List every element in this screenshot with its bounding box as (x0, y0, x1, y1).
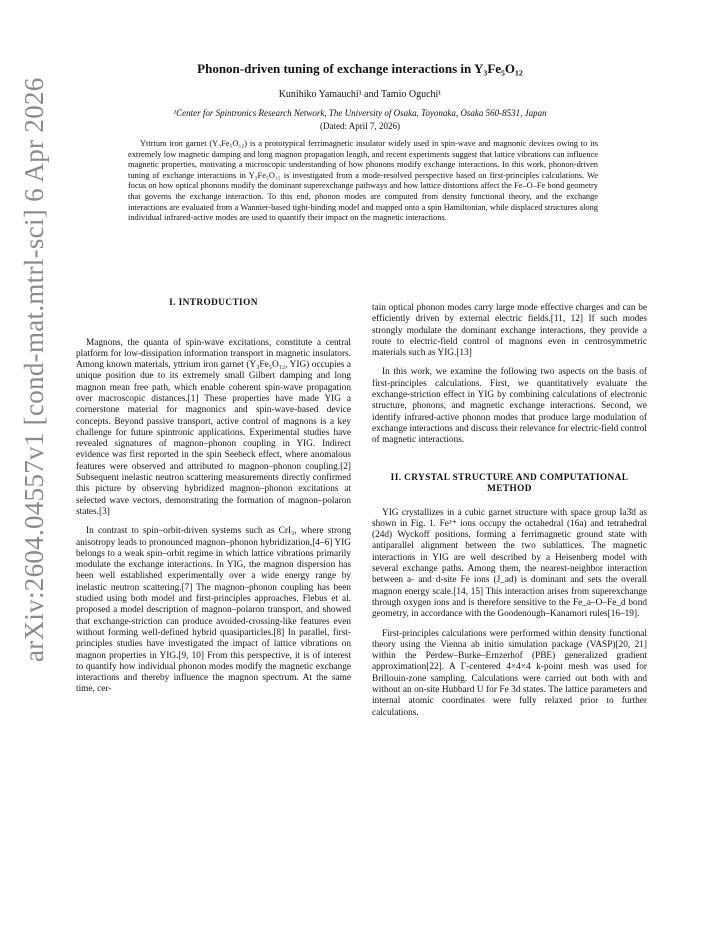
method-paragraph-1: YIG crystallizes in a cubic garnet structure with space group Ia3̄d as shown in Fig. 1. Fe³⁺ ions occupy the octahedral (16a) and tetrahedral (24d) Wyckoff positions, forming a ferrimagnetic ground state with antiparallel alignment between the two sublattices. The magnetic interactions in YIG are well described by a Heisenberg model with several exchange paths. Among them, the nearest-neighbor interaction between a- and d-site Fe ions (J_ad) is dominant and sets the overall magnon energy scale.[14, 15] This interaction arises from superexchange through oxygen ions and is therefore sensitive to the Fe_a–O–Fe_d bond geometry, in accordance with the Goodenough–Kanamori rules[16–19]. (372, 507, 647, 620)
abstract: Yttrium iron garnet (Y₃Fe₅O₁₂) is a prototypical ferrimagnetic insulator widely used in spin-wave and magnonic devices owing to its extremely low magnetic damping and long magnon propagation length, and recent experiments suggest that lattice vibrations can influence magnetic properties, motivating a microscopic understanding of how phonons modify exchange interactions. In this work, phonon-driven tuning of exchange interactions in Y₃Fe₅O₁₂ is investigated from a mode-resolved perspective based on first-principles calculations. We focus on how optical phonons modify the dominant superexchange pathways and how lattice distortions affect the Fe–O–Fe bond geometry that governs the exchange interaction. To this end, phonon modes are computed from density functional theory, and the exchange interactions are evaluated from a Wannier-based tight-binding model and mapped onto a spin Hamiltonian, while displaced structures along individual infrared-active modes are used to quantify their impact on the magnetic interactions. (128, 139, 598, 223)
date-line: (Dated: April 7, 2026) (320, 121, 400, 131)
method-paragraph-2: First-principles calculations were performed within density functional theory using the Vienna ab initio simulation package (VASP)[20, 21] within the Perdew–Burke–Ernzerhof (PBE) generalized gradient approximation[22]. A Γ-centered 4×4×4 k-point mesh was used for Brillouin-zone sampling. Calculations were carried out both with and without an on-site Hubbard U for Fe 3d states. The lattice parameters and internal atomic coordinates were fully relaxed prior to further calculations. (372, 628, 647, 718)
paper-title: Phonon-driven tuning of exchange interactions in Y₃Fe₅O₁₂ (197, 61, 523, 76)
author-list: Kunihiko Yamauchi¹ and Tamio Oguchi¹ (278, 89, 442, 100)
left-column (76, 298, 351, 704)
intro-paragraph-3: tain optical phonon modes carry large mode effective charges and can be efficiently driven by external electric fields.[11, 12] If such modes strongly modulate the dominant exchange interactions, they provide a route to electric-field control of magnons even in centrosymmetric materials such as YIG.[13] (372, 303, 647, 359)
section-heading-method: II. CRYSTAL STRUCTURE AND COMPUTATIONAL METHOD (390, 472, 629, 495)
affiliation: ¹Center for Spintronics Research Network, The University of Osaka, Toyonaka, Osaka 560-8531, Japan (173, 108, 547, 118)
section-heading-introduction: I. INTRODUCTION (169, 298, 258, 308)
intro-paragraph-2: In contrast to spin–orbit-driven systems such as CrI₃, where strong anisotropy leads to pronounced magnon–phonon hybridization,[4–6] YIG belongs to a weak spin–orbit regime in which lattice vibrations primarily modulate the exchange interactions. In YIG, the magnon dispersion has been well established experimentally over a wide energy range by inelastic neutron scattering.[7] The magnon–phonon coupling has been studied using both model and first-principles approaches. Flebus et al. proposed a model description of magnon–polaron transport, and showed that exchange-striction can produce avoided-crossing-like features even without forming well-defined hybrid quasiparticles.[8] In parallel, first-principles studies have investigated the impact of lattice vibrations on magnon properties in YIG.[9, 10] From this perspective, it is of interest to quantify how individual phonon modes modify the magnetic exchange interactions and thereby influence the magnon spectrum. At the same time, cer- (76, 526, 351, 695)
arxiv-identifier: arXiv:2604.04557v1 [cond-mat.mtrl-sci] 6 Apr 2026 (19, 77, 49, 662)
intro-paragraph-1: Magnons, the quanta of spin-wave excitations, constitute a central platform for low-dissipation information transport in magnetic insulators. Among known materials, yttrium iron garnet (Y₃Fe₅O₁₂, YIG) occupies a unique position due to its extremely small Gilbert damping and long magnon mean free path, which enable coherent spin-wave propagation over macroscopic distances.[1] These properties have made YIG a cornerstone material for magnonics and spin-wave-based device concepts. Beyond passive transport, active control of magnons is a key challenge for future spintronic applications. Experimental studies have revealed signatures of magnon–phonon coupling in YIG. Indirect evidence was first reported in the spin Seebeck effect, where anomalous features were observed and attributed to magnon–phonon coupling.[2] Subsequent inelastic neutron scattering measurements directly confirmed this picture by observing hybridized magnon–phonon excitations at selected wave vectors, demonstrating the formation of magnon–polaron states.[3] (76, 337, 351, 517)
right-column (372, 303, 647, 727)
intro-paragraph-4: In this work, we examine the following two aspects on the basis of first-principles calculations. First, we quantitatively evaluate the exchange-striction effect in YIG by combining calculations of electronic structure, phonons, and magnetic exchange interactions. Second, we identify infrared-active phonon modes that produce large modulation of exchange interactions and discuss their relevance for electric-field control of magnetic interactions. (372, 367, 647, 446)
